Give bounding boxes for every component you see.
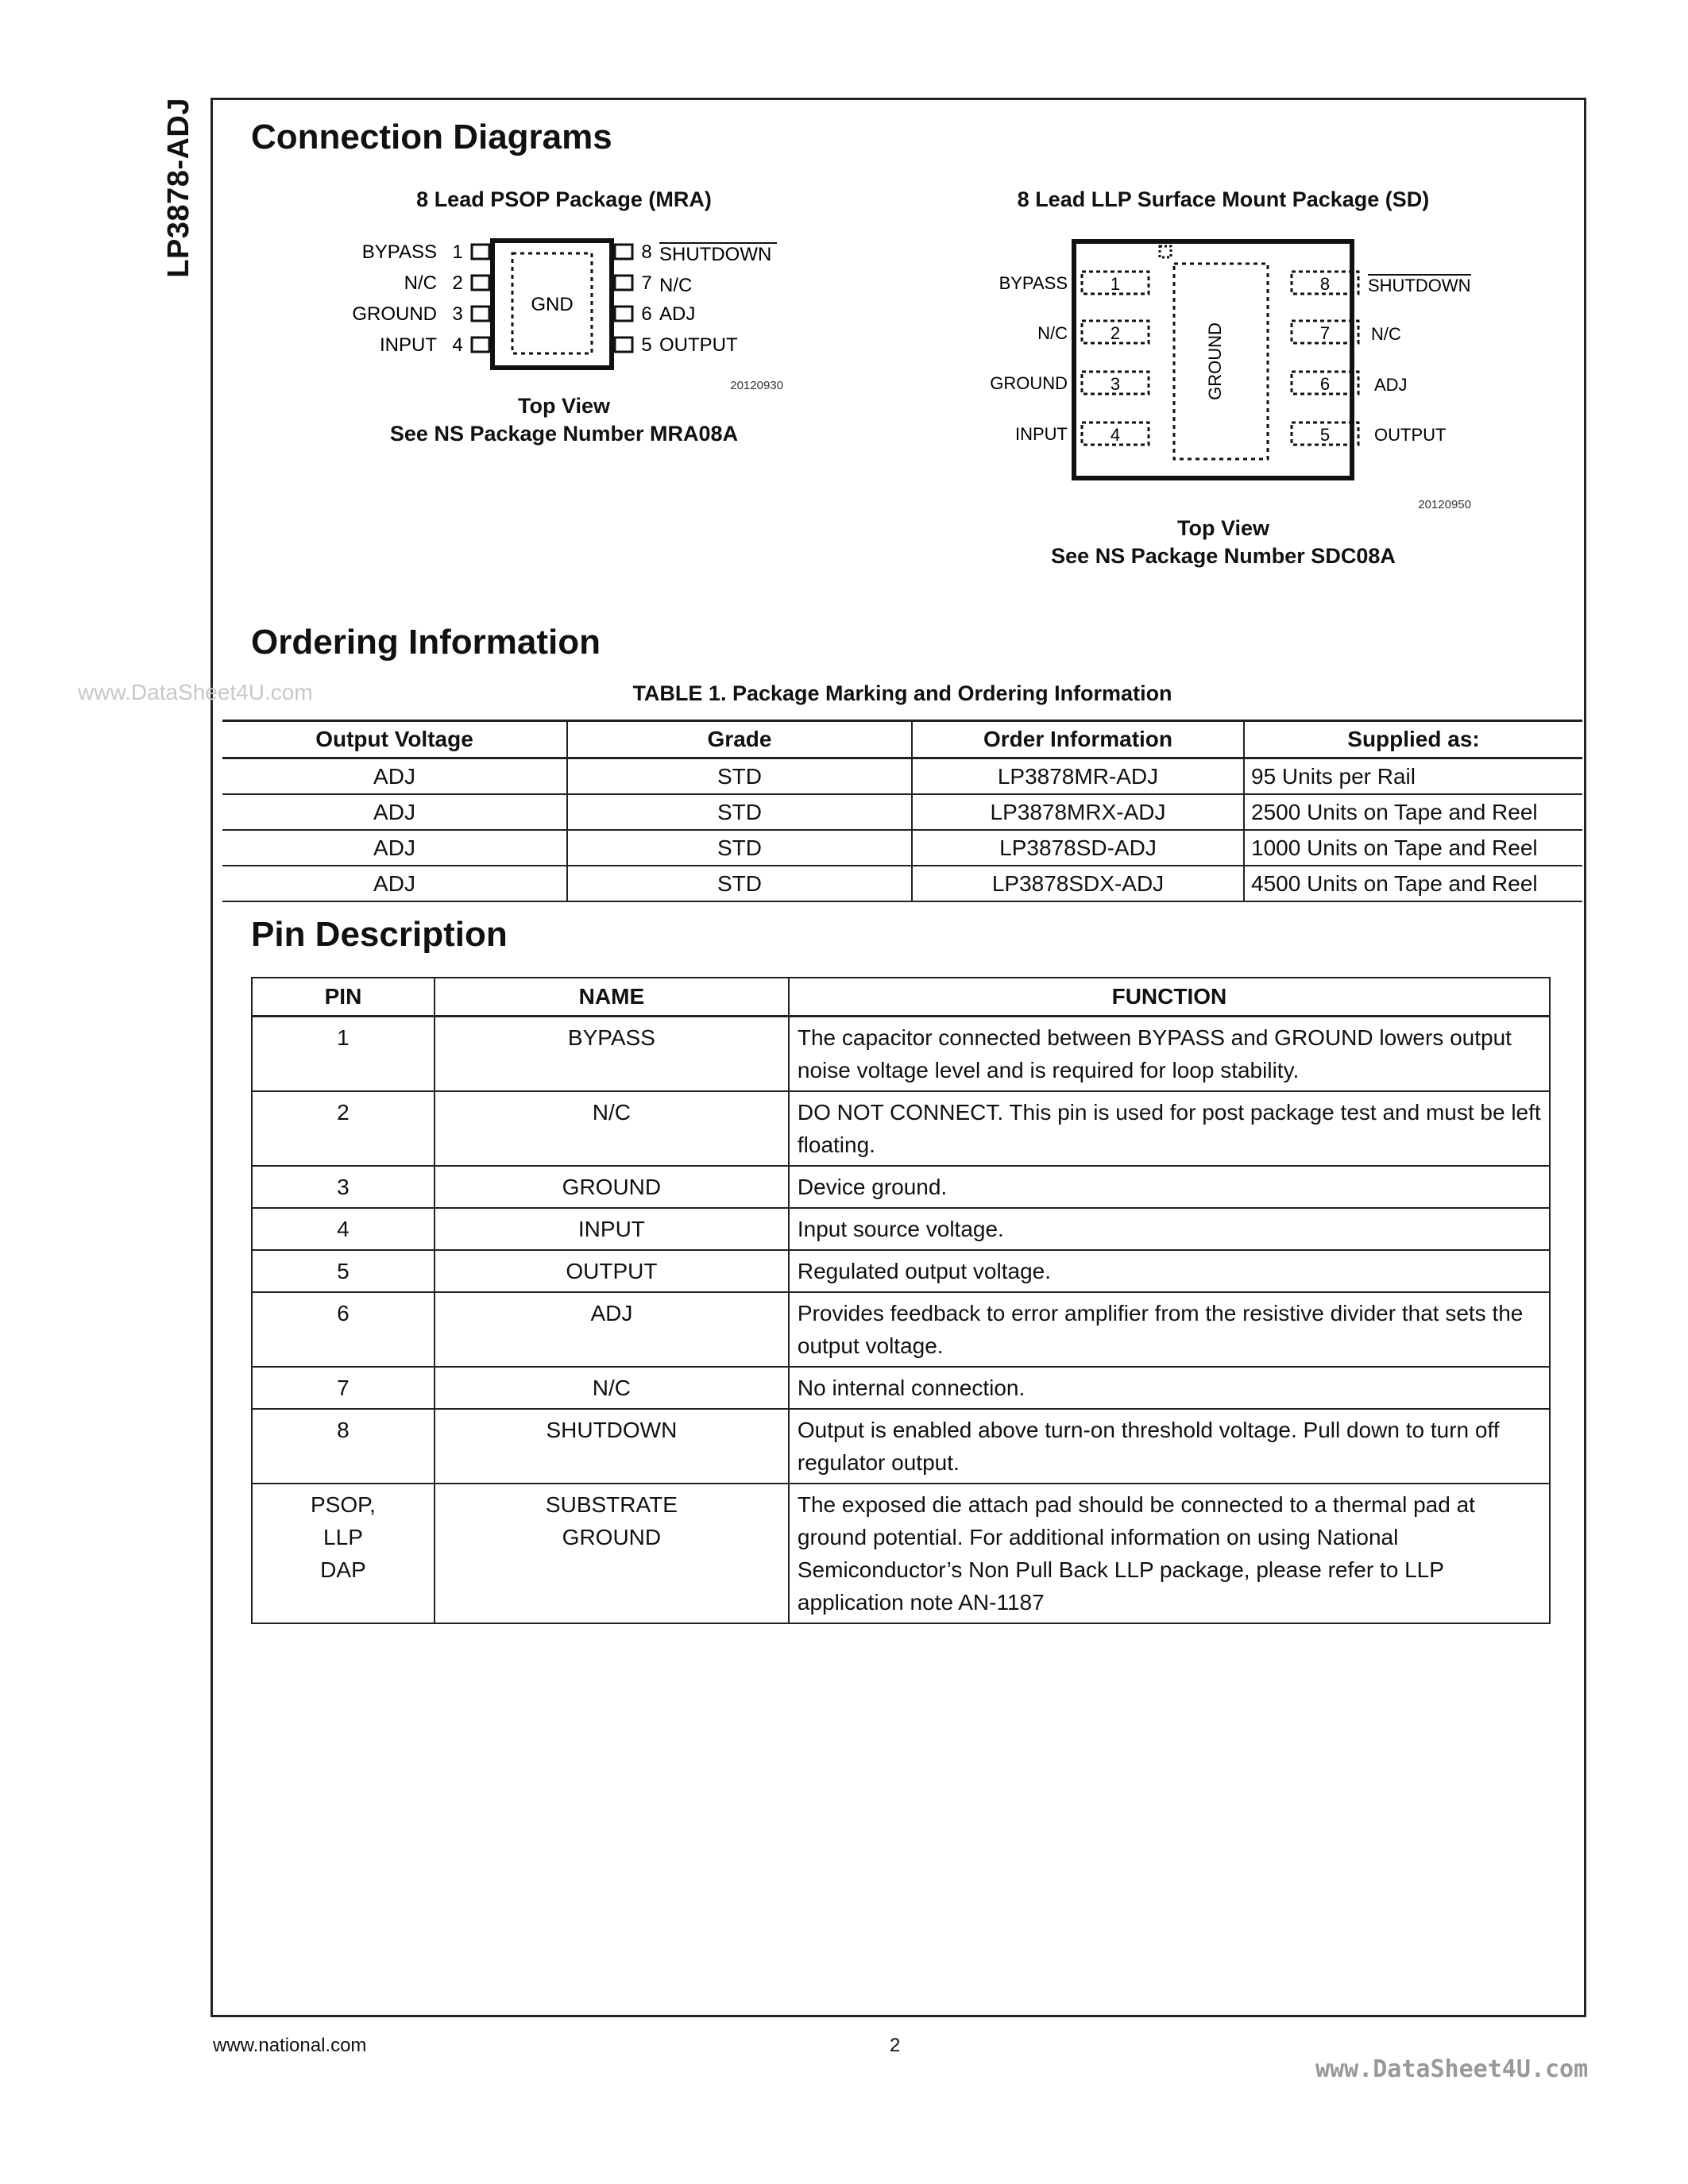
llp-figure-code: 20120950 [1418,498,1471,511]
pin-number-cell: 2 [252,1091,435,1166]
llp-pad-label: GROUND [1205,322,1225,400]
psop-pin-1 [472,245,489,259]
ordering-cell: 4500 Units on Tape and Reel [1244,866,1582,901]
pin-number-cell: 8 [252,1409,435,1484]
pin-function-cell: Device ground. [789,1166,1550,1208]
psop-right-name-7: N/C [659,275,693,296]
llp-right-num-6: 6 [1319,374,1331,394]
pin-name-cell: BYPASS [435,1017,789,1092]
watermark-bottom: www.DataSheet4U.com [1315,2055,1589,2083]
psop-left-name-3: GROUND [352,303,437,325]
ordering-cell: STD [567,866,912,901]
watermark-left: www.DataSheet4U.com [78,680,313,704]
psop-pin-2 [472,276,489,290]
llp-left-num-1: 1 [1110,274,1121,294]
psop-left-num-4: 4 [452,334,463,356]
pin-function-cell: Provides feedback to error amplifier from the resistive divider that sets the output voltage. [789,1292,1550,1367]
psop-pad-label: GND [531,294,574,315]
psop-right-num-8: 8 [641,241,652,263]
table-row [252,1292,1550,1367]
ordering-table [222,720,1582,902]
pin-function-cell: The exposed die attach pad should be connected to a thermal pad at ground potential. For additional information on using National Semiconductor’s Non Pull Back LLP package, please refer to LLP application note AN-1187 [789,1484,1550,1623]
ordering-header-order-information: Order Information [912,721,1244,758]
psop-right-num-7: 7 [641,272,652,294]
ordering-cell: STD [567,794,912,830]
ordering-cell: LP3878MR-ADJ [912,758,1244,795]
side-part-number-text: LP3878-ADJ [161,98,195,278]
psop-package-ref: See NS Package Number MRA08A [389,422,739,446]
pin-number-cell: 6 [252,1292,435,1367]
pin-number-cell: 5 [252,1250,435,1292]
psop-right-name-8: SHUTDOWN [659,244,772,265]
pin-name-cell: INPUT [435,1208,789,1250]
llp-diagram [985,238,1493,516]
pin-function-cell: The capacitor connected between BYPASS and GROUND lowers output noise voltage level and is required for loop stability. [789,1017,1550,1092]
psop-left-num-2: 2 [452,272,463,294]
llp-view-label: Top View [1176,516,1269,540]
llp-left-name-1: BYPASS [999,273,1068,293]
llp-right-num-8: 8 [1319,274,1331,294]
table-row [252,1409,1550,1484]
psop-left-num-3: 3 [452,303,463,325]
ordering-cell: ADJ [222,866,567,901]
psop-title: 8 Lead PSOP Package (MRA) [416,187,712,211]
pin-function-cell: No internal connection. [789,1367,1550,1409]
table-row [252,1250,1550,1292]
pin-number-cell: 1 [252,1017,435,1092]
table-row [252,1091,1550,1166]
llp-package-ref: See NS Package Number SDC08A [1051,544,1396,568]
llp-right-name-7: N/C [1371,324,1401,344]
ordering-cell: 1000 Units on Tape and Reel [1244,830,1582,866]
psop-view-label: Top View [517,394,610,418]
llp-pin1-marker [1160,246,1171,257]
ordering-header-grade: Grade [567,721,912,758]
connection-diagrams-heading: Connection Diagrams [251,118,612,156]
llp-right-name-6: ADJ [1374,375,1408,395]
psop-pin-3 [472,307,489,321]
psop-figure-code: 20120930 [730,379,783,392]
ordering-cell: 95 Units per Rail [1244,758,1582,795]
ordering-cell: 2500 Units on Tape and Reel [1244,794,1582,830]
psop-left-name-1: BYPASS [361,241,437,263]
table-row [222,830,1582,866]
ordering-header-row [222,721,1582,758]
ordering-cell: STD [567,758,912,795]
table-row [222,758,1582,795]
ordering-cell: STD [567,830,912,866]
pin-number-cell: 7 [252,1367,435,1409]
psop-left-name-4: INPUT [380,334,437,356]
pin-number-cell: PSOP, LLP DAP [252,1484,435,1623]
pin-name-cell: N/C [435,1091,789,1166]
ordering-cell: LP3878SDX-ADJ [912,866,1244,901]
pin-description-table [251,977,1551,1624]
psop-pin-7 [615,276,632,290]
psop-right-num-6: 6 [641,303,652,325]
psop-pin-4 [472,338,489,352]
llp-right-name-8: SHUTDOWN [1368,276,1471,295]
llp-title: 8 Lead LLP Surface Mount Package (SD) [1017,187,1430,211]
psop-pin-8 [615,245,632,259]
footer-website: www.national.com [213,2035,367,2056]
psop-right-name-6: ADJ [659,303,696,325]
ordering-header-output-voltage: Output Voltage [222,721,567,758]
psop-pin-5 [615,338,632,352]
table-row [252,1484,1550,1623]
pin-function-cell: Regulated output voltage. [789,1250,1550,1292]
psop-right-name-5: OUTPUT [659,334,738,356]
ordering-cell: ADJ [222,758,567,795]
ordering-cell: LP3878SD-ADJ [912,830,1244,866]
llp-left-name-2: N/C [1037,323,1068,343]
side-part-number [156,98,202,336]
llp-left-num-4: 4 [1110,425,1121,445]
psop-diagram [342,234,802,393]
ordering-cell: ADJ [222,794,567,830]
psop-left-num-1: 1 [452,241,463,263]
ordering-information-heading: Ordering Information [251,623,601,662]
psop-right-num-5: 5 [641,334,652,356]
table-row [222,866,1582,901]
llp-left-num-2: 2 [1110,323,1121,343]
table-row [222,794,1582,830]
footer-page-number: 2 [890,2035,901,2056]
pin-name-cell: SUBSTRATE GROUND [435,1484,789,1623]
llp-right-name-5: OUTPUT [1374,425,1447,445]
pin-name-cell: GROUND [435,1166,789,1208]
llp-left-name-4: INPUT [1015,424,1068,444]
llp-right-num-5: 5 [1319,425,1331,445]
table-row [252,1017,1550,1092]
pin-name-cell: ADJ [435,1292,789,1367]
pin-function-cell: DO NOT CONNECT. This pin is used for post package test and must be left floating. [789,1091,1550,1166]
llp-left-name-3: GROUND [990,373,1068,393]
pin-number-cell: 4 [252,1208,435,1250]
ordering-header-supplied-as: Supplied as: [1244,721,1582,758]
pin-header-pin: PIN [252,978,435,1017]
pin-header-name: NAME [435,978,789,1017]
llp-right-num-7: 7 [1319,323,1331,343]
pin-name-cell: N/C [435,1367,789,1409]
pin-number-cell: 3 [252,1166,435,1208]
llp-left-num-3: 3 [1110,374,1121,394]
psop-left-name-2: N/C [404,272,437,294]
pin-function-cell: Input source voltage. [789,1208,1550,1250]
pin-name-cell: OUTPUT [435,1250,789,1292]
psop-pin-6 [615,307,632,321]
ordering-cell: ADJ [222,830,567,866]
table-row [252,1208,1550,1250]
table-row [252,1367,1550,1409]
ordering-cell: LP3878MRX-ADJ [912,794,1244,830]
pin-header-row [252,978,1550,1017]
pin-header-function: FUNCTION [789,978,1550,1017]
pin-description-heading: Pin Description [251,915,508,954]
pin-name-cell: SHUTDOWN [435,1409,789,1484]
table-row [252,1166,1550,1208]
ordering-table-title: TABLE 1. Package Marking and Ordering Information [632,681,1172,705]
pin-function-cell: Output is enabled above turn-on threshold voltage. Pull down to turn off regulator output. [789,1409,1550,1484]
